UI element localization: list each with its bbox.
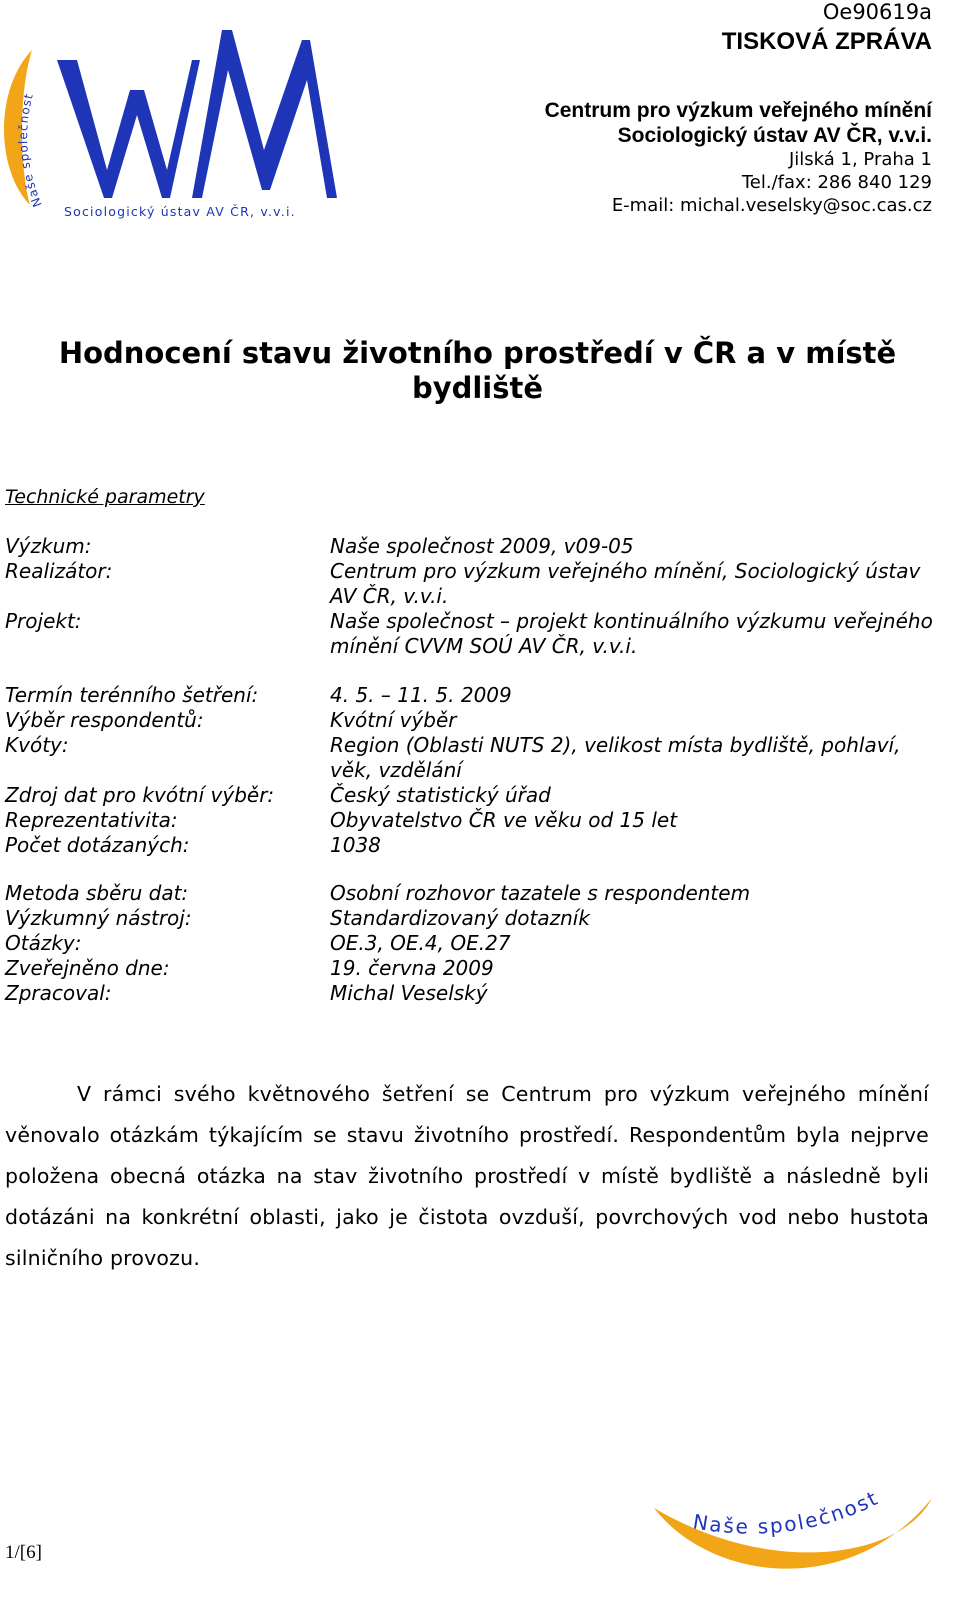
param-label: Realizátor: (5, 559, 113, 583)
param-value: Naše společnost 2009, v09-05 (330, 534, 634, 558)
logo-letter-m (192, 30, 337, 198)
institute-name: Sociologický ústav AV ČR, v.v.i. (617, 124, 932, 147)
param-row (5, 906, 940, 931)
param-value: 19. června 2009 (330, 956, 494, 980)
param-value: Naše společnost – projekt kontinuálního výzkumu veřejného mínění CVVM SOÚ AV ČR, v.v.i. (330, 609, 933, 658)
param-row (5, 833, 940, 858)
param-label: Termín terénního šetření: (5, 683, 259, 707)
parameters-group-2 (5, 683, 940, 858)
nase-spolecnost-logo-graphic (652, 1488, 937, 1606)
param-value: Region (Oblasti NUTS 2), velikost místa bydliště, pohlaví, věk, vzdělání (330, 733, 901, 782)
param-label: Zveřejněno dne: (5, 956, 170, 980)
footer-logo-text: Naše společnost (691, 1488, 883, 1539)
param-label: Výběr respondentů: (5, 708, 204, 732)
param-value: OE.3, OE.4, OE.27 (330, 931, 511, 955)
param-row (5, 783, 940, 808)
param-value: Obyvatelstvo ČR ve věku od 15 let (330, 808, 678, 832)
logo-letter-w (57, 60, 200, 198)
organization-name: Centrum pro výzkum veřejného mínění (544, 99, 932, 122)
param-row (5, 931, 940, 956)
param-row (5, 981, 940, 1006)
param-row (5, 956, 940, 981)
document-type: TISKOVÁ ZPRÁVA (721, 28, 932, 55)
param-value: Centrum pro výzkum veřejného mínění, Sociologický ústav AV ČR, v.v.i. (330, 559, 921, 608)
param-label: Projekt: (5, 609, 82, 633)
param-label: Počet dotázaných: (5, 833, 190, 857)
param-label: Výzkum: (5, 534, 92, 558)
param-row (5, 609, 940, 659)
parameters-group-3 (5, 881, 940, 1006)
technical-parameters-heading: Technické parametry (5, 486, 205, 508)
report-title: Hodnocení stavu životního prostředí v ČR a v místě bydliště (58, 336, 897, 405)
param-row (5, 534, 940, 559)
phone: Tel./fax: 286 840 129 (741, 172, 932, 193)
parameters-group-1 (5, 534, 940, 659)
param-label: Zdroj dat pro kvótní výběr: (5, 783, 275, 807)
param-label: Kvóty: (5, 733, 69, 757)
nase-spolecnost-logo (652, 1488, 937, 1610)
address: Jilská 1, Praha 1 (788, 149, 932, 170)
param-label: Reprezentativita: (5, 808, 178, 832)
logo-bottom-text: Sociologický ústav AV ČR, v.v.i. (64, 204, 296, 219)
param-row (5, 733, 940, 783)
document-id: Oe90619a (822, 0, 932, 24)
param-value: Osobní rozhovor tazatele s respondentem (330, 881, 751, 905)
param-value: Kvótní výběr (330, 708, 457, 732)
logo-side-text: Naše společnost (16, 91, 45, 210)
param-value: 4. 5. – 11. 5. 2009 (330, 683, 512, 707)
body-paragraph: V rámci svého květnového šetření se Centrum pro výzkum veřejného mínění věnovalo otázkám týkajícím se stavu životního prostředí. Respondentům byla nejprve položena obecná otázka na stav životního prostředí v místě bydliště a následně byli dotázáni na konkrétní oblasti, jako je čistota ovzduší, povrchových vod nebo hustota silničního provozu. (5, 1082, 929, 1270)
param-label: Zpracoval: (5, 981, 112, 1005)
cvvm-logo (2, 20, 347, 234)
param-row (5, 708, 940, 733)
param-row (5, 881, 940, 906)
param-value: Český statistický úřad (330, 783, 551, 807)
page-number: 1/[6] (5, 1542, 42, 1563)
param-row (5, 808, 940, 833)
param-value: Standardizovaný dotazník (330, 906, 590, 930)
email: E-mail: michal.veselsky@soc.cas.cz (611, 195, 932, 216)
param-row (5, 559, 940, 609)
cvvm-logo-graphic (2, 20, 347, 230)
param-label: Výzkumný nástroj: (5, 906, 192, 930)
header-contact-block (545, 0, 932, 217)
param-label: Metoda sběru dat: (5, 881, 189, 905)
param-label: Otázky: (5, 931, 82, 955)
param-row (5, 683, 940, 708)
param-value: 1038 (330, 833, 381, 857)
param-value: Michal Veselský (330, 981, 488, 1005)
